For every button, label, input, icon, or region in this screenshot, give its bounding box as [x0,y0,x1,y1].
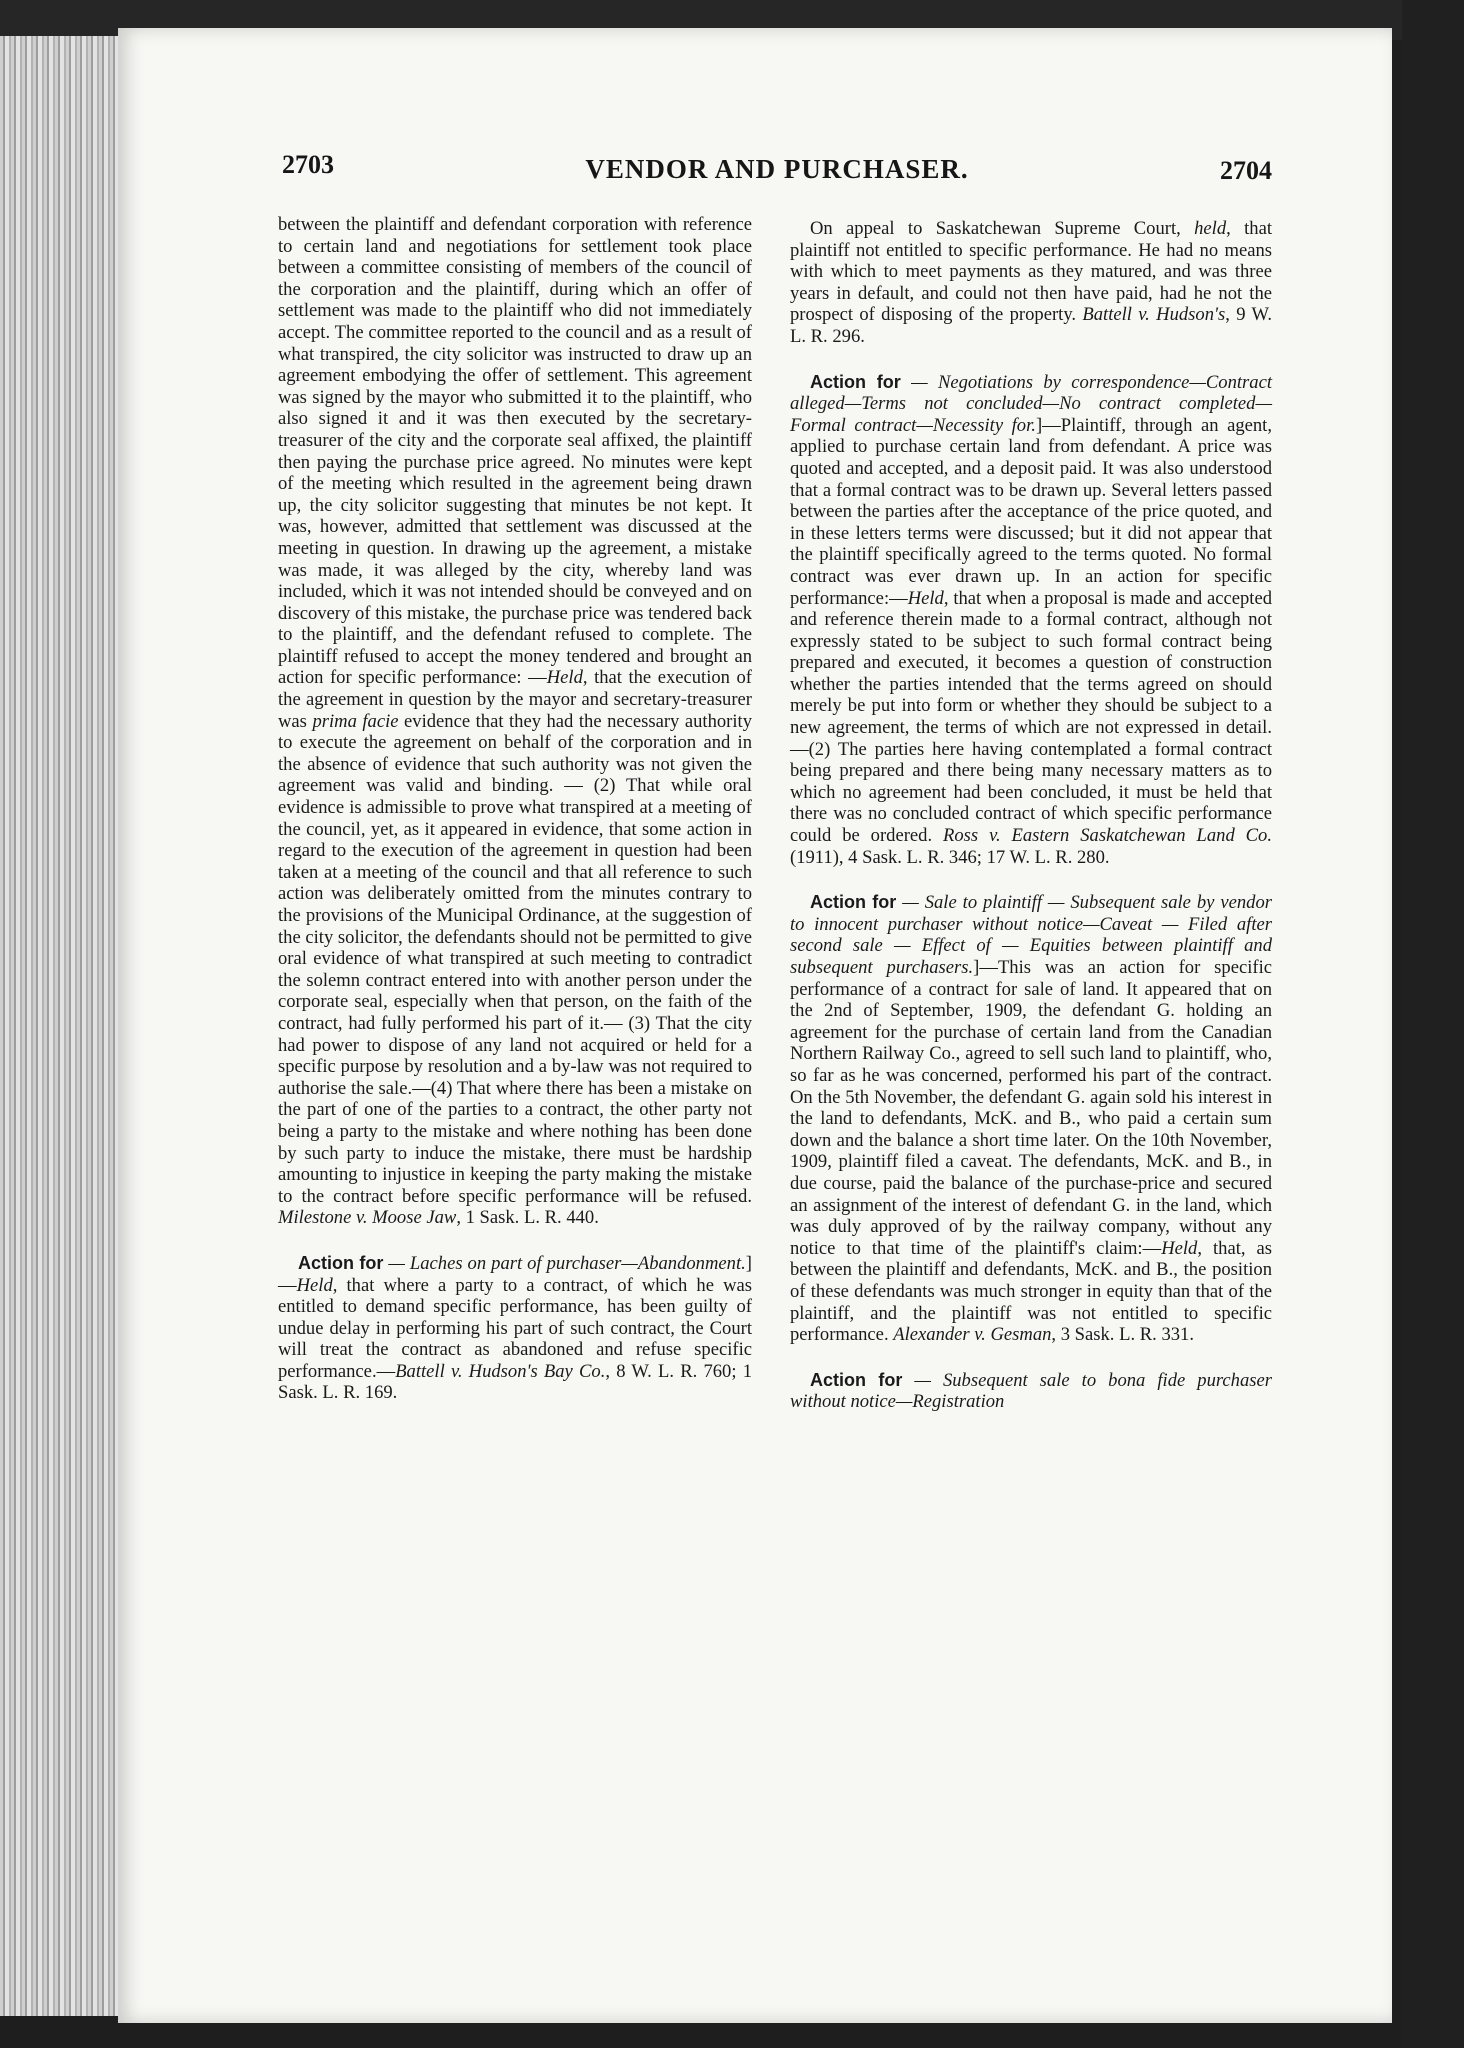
entry-sale-to-plaintiff: Action for — Sale to plaintiff — Subsequent sale by vendor to innocent purchaser without notice—Caveat — Filed after second sale — Effect of — Equities between plaintiff and subsequent purchasers.]—This was an action for specific performance of a contract for sale of land. It appeared that on the 2nd of September, 1909, the defendant G. holding an agreement for the purchase of certain land from the Canadian Northern Railway Co., agreed to sell such land to plaintiff, who, so far as he was concerned, performed his part of the contract. On the 5th November, the defendant G. again sold his interest in the land to defendants, McK. and B., who paid a certain sum down and the balance a short time later. On the 10th November, 1909, plaintiff filed a caveat. The defendants, McK. and B., in due course, paid the balance of the purchase-price and secured an assignment of the interest of defendant G. in the land, which was duly approved of by the railway company, without any notice to that time of the plaintiff's claim:—Held, that, as between the plaintiff and defendants, McK. and B., the position of these defendants was much stronger in equity than that of the plaintiff, and the plaintiff was not entitled to specific performance. Alexander v. Gesman, 3 Sask. L. R. 331. [790,892,1273,1346]
page-header [282,150,1272,194]
paragraph-continued: between the plaintiff and defendant corporation with reference to certain land and negotiations for settlement took place between a committee consisting of members of the council of the corporation and the plaintiff, during which an offer of settlement was made to the plaintiff who did not immediately accept. The committee reported to the council and as a result of what transpired, the city solicitor was instructed to draw up an agreement embodying the offer of settlement. This agreement was signed by the mayor who submitted it to the plaintiff, who also signed it and it was then executed by the secretary-treasurer of the city and the corporate seal affixed, the plaintiff then paying the purchase price agreed. No minutes were kept of the meeting which resulted in the agreement being drawn up, the city solicitor suggesting that minutes be not kept. It was, however, admitted that settlement was discussed at the meeting in question. In drawing up the agreement, a mistake was made, it was alleged by the city, whereby land was included, which it was not intended should be conveyed and on discovery of this mistake, the purchase price was tendered back to the plaintiff, and the defendant refused to complete. The plaintiff refused to accept the money tendered and brought an action for specific performance: —Held, that the execution of the agreement in question by the mayor and secretary-treasurer was prima facie evidence that they had the necessary authority to execute the agreement on behalf of the corporation and in the absence of evidence that such authority was not given the agreement was valid and binding. — (2) That while oral evidence is admissible to prove what transpired at a meeting of the council, yet, as it appeared in evidence, that some action in regard to the execution of the agreement in question had been taken at a meeting of the council and that all reference to such action was deliberately omitted from the minutes contrary to the provisions of the Municipal Ordinance, at the suggestion of the city solicitor, the defendants should not be permitted to give oral evidence of what transpired at such meeting to contradict the solemn contract entered into with another person under the corporate seal, especially when that person, on the faith of the contract, had fully performed his part of it.— (3) That the city had power to dispose of any land not acquired or held for a specific purpose by resolution and a by-law was not required to authorise the sale.—(4) That where there has been a mistake on the part of one of the parties to a contract, the other party not being a party to the mistake and where nothing has been done by such party to induce the mistake, there must be hardship amounting to injustice in keeping the party making the mistake to the contract before specific performance will be refused. Milestone v. Moose Jaw, 1 Sask. L. R. 440. [278,214,752,1229]
paragraph-appeal: On appeal to Saskatchewan Supreme Court, held, that plaintiff not entitled to specific performance. He had no means with which to meet payments as they matured, and was three years in default, and could not then have paid, had he not the prospect of disposing of the property. Battell v. Hudson's, 9 W. L. R. 296. [790,218,1272,347]
running-head: VENDOR AND PURCHASER. [585,154,969,184]
page-number-left: 2703 [282,150,334,179]
entry-laches: Action for — Laches on part of purchaser—Abandonment.]—Held, that where a party to a contract, of which he was entitled to demand specific performance, has been guilty of undue delay in performing his part of such contract, the Court will treat the contract as abandoned and refuse specific performance.—Battell v. Hudson's Bay Co., 8 W. L. R. 760; 1 Sask. L. R. 169. [278,1252,752,1404]
left-column [278,214,752,1404]
book-page-edges [0,36,122,2016]
entry-subsequent-sale: Action for — Subsequent sale to bona fide purchaser without notice—Registration [790,1369,1272,1413]
scan-right-border [1402,0,1464,2048]
entry-negotiations: Action for — Negotiations by correspondence—Contract alleged—Terms not concluded—No contract completed—Formal contract—Necessity for.]—Plaintiff, through an agent, applied to purchase certain land from defendant. A price was quoted and accepted, and a deposit paid. It was also understood that a formal contract was to be drawn up. Several letters passed between the parties after the acceptance of the price quoted, and in these letters terms were discussed; but it did not appear that the plaintiff specifically agreed to the terms quoted. No formal contract was ever drawn up. In an action for specific performance:—Held, that when a proposal is made and accepted and reference therein made to a formal contract, although not expressly stated to be subject to such formal contract being prepared and executed, it becomes a question of construction whether the parties intended that the terms agreed on should merely be put into form or whether they should be subject to a new agreement, the terms of which are not expressed in detail. —(2) The parties here having contemplated a formal contract being prepared and there being many necessary matters as to which no agreement had been concluded, it must be held that there was no concluded contract of which specific performance could be ordered. Ross v. Eastern Saskatchewan Land Co. (1911), 4 Sask. L. R. 346; 17 W. L. R. 280. [790,371,1272,868]
page-number-right: 2704 [1220,156,1272,185]
right-column [790,218,1272,1413]
